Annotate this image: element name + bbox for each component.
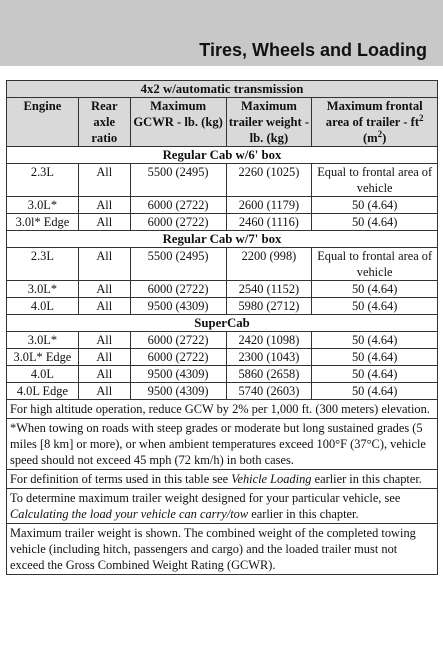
cell-max-frontal-area: Equal to frontal area of vehicle — [312, 248, 438, 281]
table-row — [7, 164, 438, 197]
cell-max-gcwr: 6000 (2722) — [130, 281, 226, 298]
header-max-trailer-weight: Maximum trailer weight - lb. (kg) — [226, 98, 312, 147]
cell-max-gcwr: 6000 (2722) — [130, 349, 226, 366]
trailer-towing-table — [6, 80, 438, 575]
header-max-gcwr: Maximum GCWR - lb. (kg) — [130, 98, 226, 147]
cell-max-gcwr: 9500 (4309) — [130, 383, 226, 400]
cell-max-trailer-weight: 2460 (1116) — [226, 214, 312, 231]
cell-engine: 3.0L* — [7, 281, 79, 298]
section-title: Regular Cab w/6' box — [7, 147, 438, 164]
cell-axle-ratio: All — [78, 332, 130, 349]
cell-max-frontal-area: 50 (4.64) — [312, 214, 438, 231]
cell-max-frontal-area: 50 (4.64) — [312, 197, 438, 214]
cell-max-gcwr: 5500 (2495) — [130, 164, 226, 197]
cell-axle-ratio: All — [78, 281, 130, 298]
cell-max-frontal-area: 50 (4.64) — [312, 349, 438, 366]
table-row — [7, 332, 438, 349]
cell-max-trailer-weight: 5740 (2603) — [226, 383, 312, 400]
cell-engine: 3.0L* Edge — [7, 349, 79, 366]
cell-max-frontal-area: Equal to frontal area of vehicle — [312, 164, 438, 197]
table-row — [7, 383, 438, 400]
page-header — [0, 0, 443, 66]
cell-axle-ratio: All — [78, 197, 130, 214]
note-high-altitude: For high altitude operation, reduce GCW by 2% per 1,000 ft. (300 meters) elevation. — [7, 400, 438, 419]
table-row — [7, 349, 438, 366]
cell-max-trailer-weight: 2540 (1152) — [226, 281, 312, 298]
cell-max-trailer-weight: 2420 (1098) — [226, 332, 312, 349]
cell-max-trailer-weight: 2260 (1025) — [226, 164, 312, 197]
cell-max-trailer-weight: 2300 (1043) — [226, 349, 312, 366]
cell-max-frontal-area: 50 (4.64) — [312, 298, 438, 315]
cell-max-trailer-weight: 5980 (2712) — [226, 298, 312, 315]
cell-max-gcwr: 6000 (2722) — [130, 332, 226, 349]
header-axle-ratio: Rear axle ratio — [78, 98, 130, 147]
table-row — [7, 214, 438, 231]
cell-max-gcwr: 6000 (2722) — [130, 214, 226, 231]
cell-max-trailer-weight: 2600 (1179) — [226, 197, 312, 214]
cell-max-gcwr: 9500 (4309) — [130, 298, 226, 315]
cell-axle-ratio: All — [78, 164, 130, 197]
table-caption: 4x2 w/automatic transmission — [7, 81, 438, 98]
cell-max-frontal-area: 50 (4.64) — [312, 383, 438, 400]
cell-max-gcwr: 6000 (2722) — [130, 197, 226, 214]
note-towing-speed: *When towing on roads with steep grades or moderate but long sustained grades (5 miles [8 km] or more), or when ambient temperatures exceed 100°F (37°C), vehicle speed should not exceed 45 mph (72 km/h) in both cases. — [7, 419, 438, 470]
section-title: Regular Cab w/7' box — [7, 231, 438, 248]
cell-engine: 4.0L — [7, 366, 79, 383]
cell-max-frontal-area: 50 (4.64) — [312, 366, 438, 383]
cell-max-gcwr: 9500 (4309) — [130, 366, 226, 383]
table-row — [7, 281, 438, 298]
header-max-frontal-area: Maximum frontal area of trailer - $ft^2$ $(m^2)$ — [312, 98, 438, 147]
cell-axle-ratio: All — [78, 383, 130, 400]
cell-engine: 3.0L* — [7, 332, 79, 349]
cell-axle-ratio: All — [78, 298, 130, 315]
note-definition: For definition of terms used in this table see Vehicle Loading earlier in this chapter. — [7, 470, 438, 489]
cell-max-frontal-area: 50 (4.64) — [312, 332, 438, 349]
header-engine: Engine — [7, 98, 79, 147]
table-row — [7, 298, 438, 315]
table-row — [7, 366, 438, 383]
cell-max-trailer-weight: 5860 (2658) — [226, 366, 312, 383]
cell-engine: 3.0L* — [7, 197, 79, 214]
cell-axle-ratio: All — [78, 349, 130, 366]
table-row — [7, 248, 438, 281]
cell-axle-ratio: All — [78, 248, 130, 281]
note-determine-max-weight: To determine maximum trailer weight designed for your particular vehicle, see Calculating the load your vehicle can carry/tow earlier in this chapter. — [7, 489, 438, 524]
section-title: SuperCab — [7, 315, 438, 332]
table-row — [7, 197, 438, 214]
page-title: Tires, Wheels and Loading — [199, 40, 427, 60]
cell-axle-ratio: All — [78, 366, 130, 383]
cell-max-trailer-weight: 2200 (998) — [226, 248, 312, 281]
cell-engine: 2.3L — [7, 164, 79, 197]
note-max-trailer-weight: Maximum trailer weight is shown. The combined weight of the completed towing vehicle (including hitch, passengers and cargo) and the loaded trailer must not exceed the Gross Combined Weight Rating (GCWR). — [7, 524, 438, 575]
cell-engine: 2.3L — [7, 248, 79, 281]
cell-max-frontal-area: 50 (4.64) — [312, 281, 438, 298]
cell-axle-ratio: All — [78, 214, 130, 231]
cell-engine: 4.0L — [7, 298, 79, 315]
cell-engine: 3.0l* Edge — [7, 214, 79, 231]
cell-engine: 4.0L Edge — [7, 383, 79, 400]
cell-max-gcwr: 5500 (2495) — [130, 248, 226, 281]
